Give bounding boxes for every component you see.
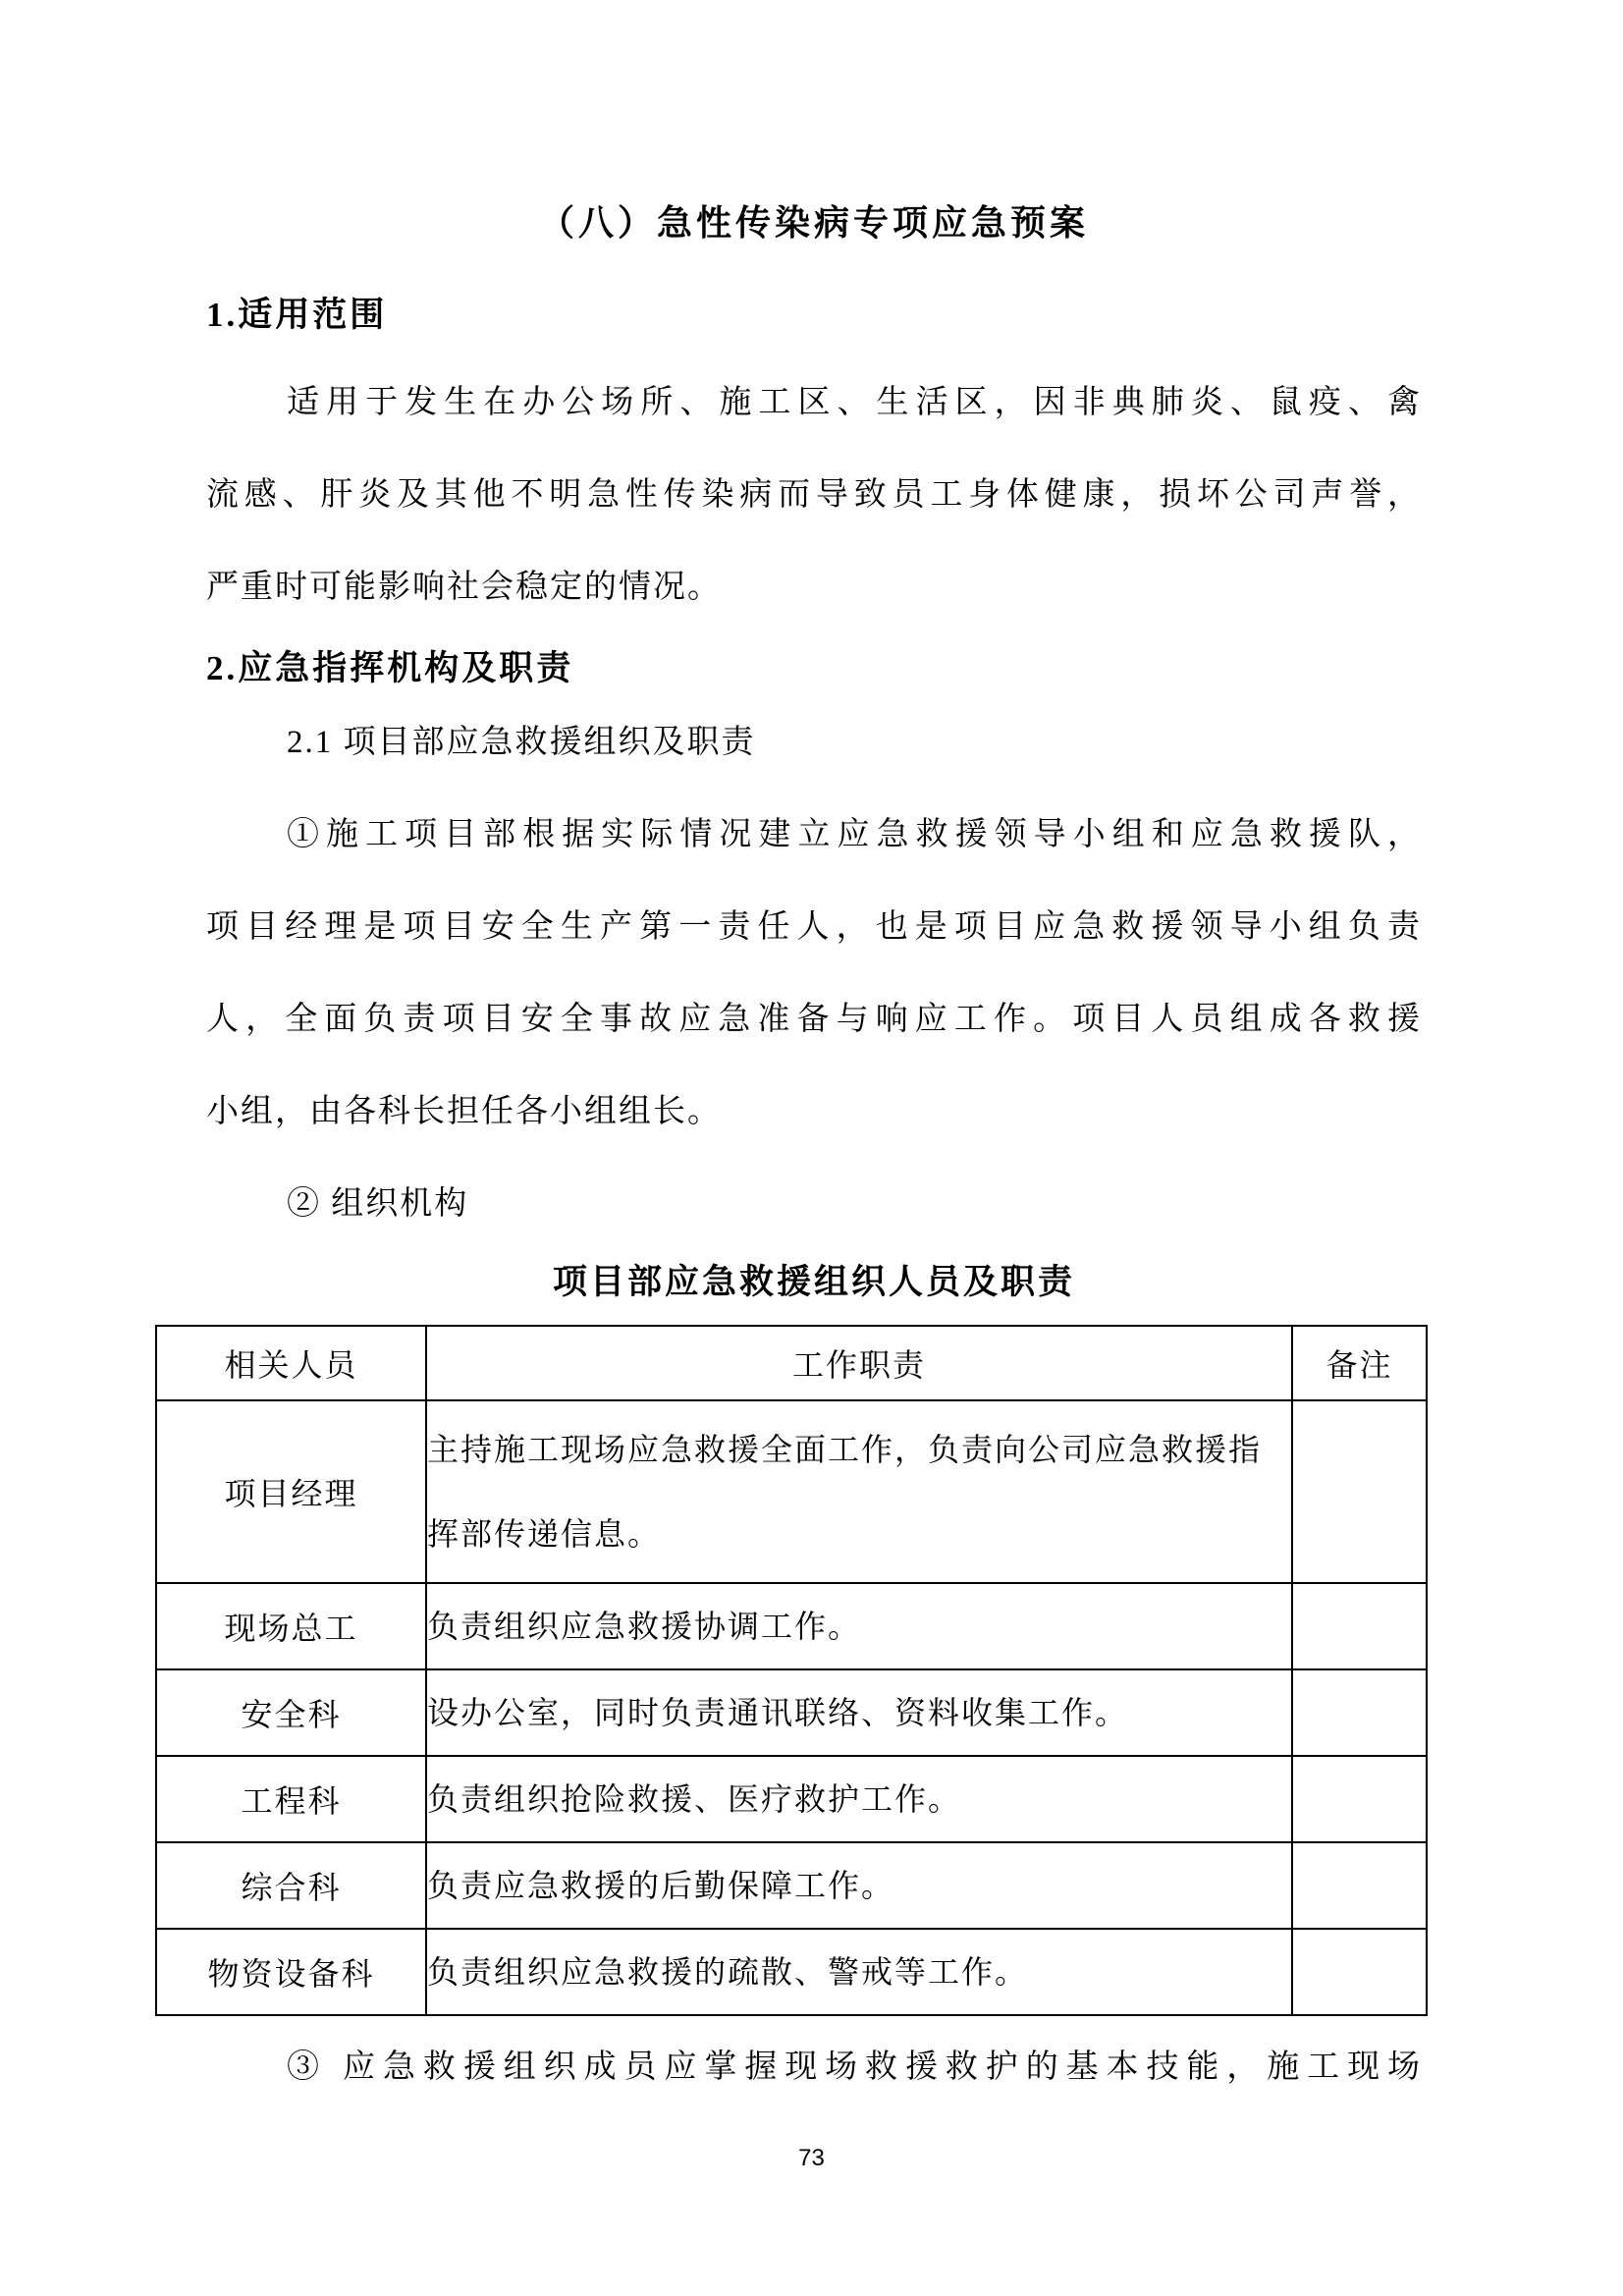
cell-person: 综合科 [156,1842,426,1929]
body-line: ①施工项目部根据实际情况建立应急救援领导小组和应急救援队， [287,817,1422,852]
body-line: 小组，由各科长担任各小组组长。 [206,1094,722,1129]
cell-person: 物资设备科 [156,1929,426,2015]
body-line: 严重时可能影响社会稳定的情况。 [206,570,722,605]
table-row [156,1669,1427,1756]
cell-duty: 负责组织应急救援的疏散、警戒等工作。 [426,1929,1292,2015]
cell-note [1292,1842,1427,1929]
cell-duty: 负责组织应急救援协调工作。 [426,1583,1292,1669]
cell-note [1292,1669,1427,1756]
body-line: 项目经理是项目安全生产第一责任人，也是项目应急救援领导小组负责 [206,909,1422,945]
table-title: 项目部应急救援组织人员及职责 [552,1263,1075,1301]
page-number: 73 [798,2145,825,2171]
section2-subheading: 2.1 项目部应急救援组织及职责 [287,725,756,760]
cell-person: 现场总工 [156,1583,426,1669]
cell-note [1292,1583,1427,1669]
cell-duty: 主持施工现场应急救援全面工作，负责向公司应急救援指挥部传递信息。 [426,1400,1292,1583]
section2-item3: ③ 应急救援组织成员应掌握现场救援救护的基本技能，施工现场 [287,2050,1422,2085]
section2-item1-paragraph [206,789,1422,1158]
table-row [156,1929,1427,2015]
section2-item2: ② 组织机构 [287,1186,469,1222]
section1-paragraph [206,356,1422,633]
cell-person: 项目经理 [156,1400,426,1583]
section2-heading: 2.应急指挥机构及职责 [206,649,574,687]
cell-note [1292,1756,1427,1842]
cell-note [1292,1929,1427,2015]
col-header-person: 相关人员 [156,1326,426,1400]
page-title: （八）急性传染病专项应急预案 [538,203,1089,243]
table-row [156,1842,1427,1929]
cell-duty: 负责组织抢险救援、医疗救护工作。 [426,1756,1292,1842]
body-line: 流感、肝炎及其他不明急性传染病而导致员工身体健康，损坏公司声誉， [206,477,1422,513]
col-header-note: 备注 [1292,1326,1427,1400]
document-content-bottom [0,2028,1623,2106]
section1-heading: 1.适用范围 [206,296,388,334]
table-header-row [156,1326,1427,1400]
table-row [156,1583,1427,1669]
body-line: 适用于发生在办公场所、施工区、生活区，因非典肺炎、鼠疫、禽 [287,385,1422,420]
cell-duty: 负责应急救援的后勤保障工作。 [426,1842,1292,1929]
col-header-duty: 工作职责 [426,1326,1292,1400]
table-row [156,1756,1427,1842]
cell-duty: 设办公室，同时负责通讯联络、资料收集工作。 [426,1669,1292,1756]
body-line: 人，全面负责项目安全事故应急准备与响应工作。项目人员组成各救援 [206,1002,1422,1037]
org-duty-table [155,1325,1428,2016]
table-row [156,1400,1427,1583]
cell-person: 工程科 [156,1756,426,1842]
cell-person: 安全科 [156,1669,426,1756]
cell-note [1292,1400,1427,1583]
